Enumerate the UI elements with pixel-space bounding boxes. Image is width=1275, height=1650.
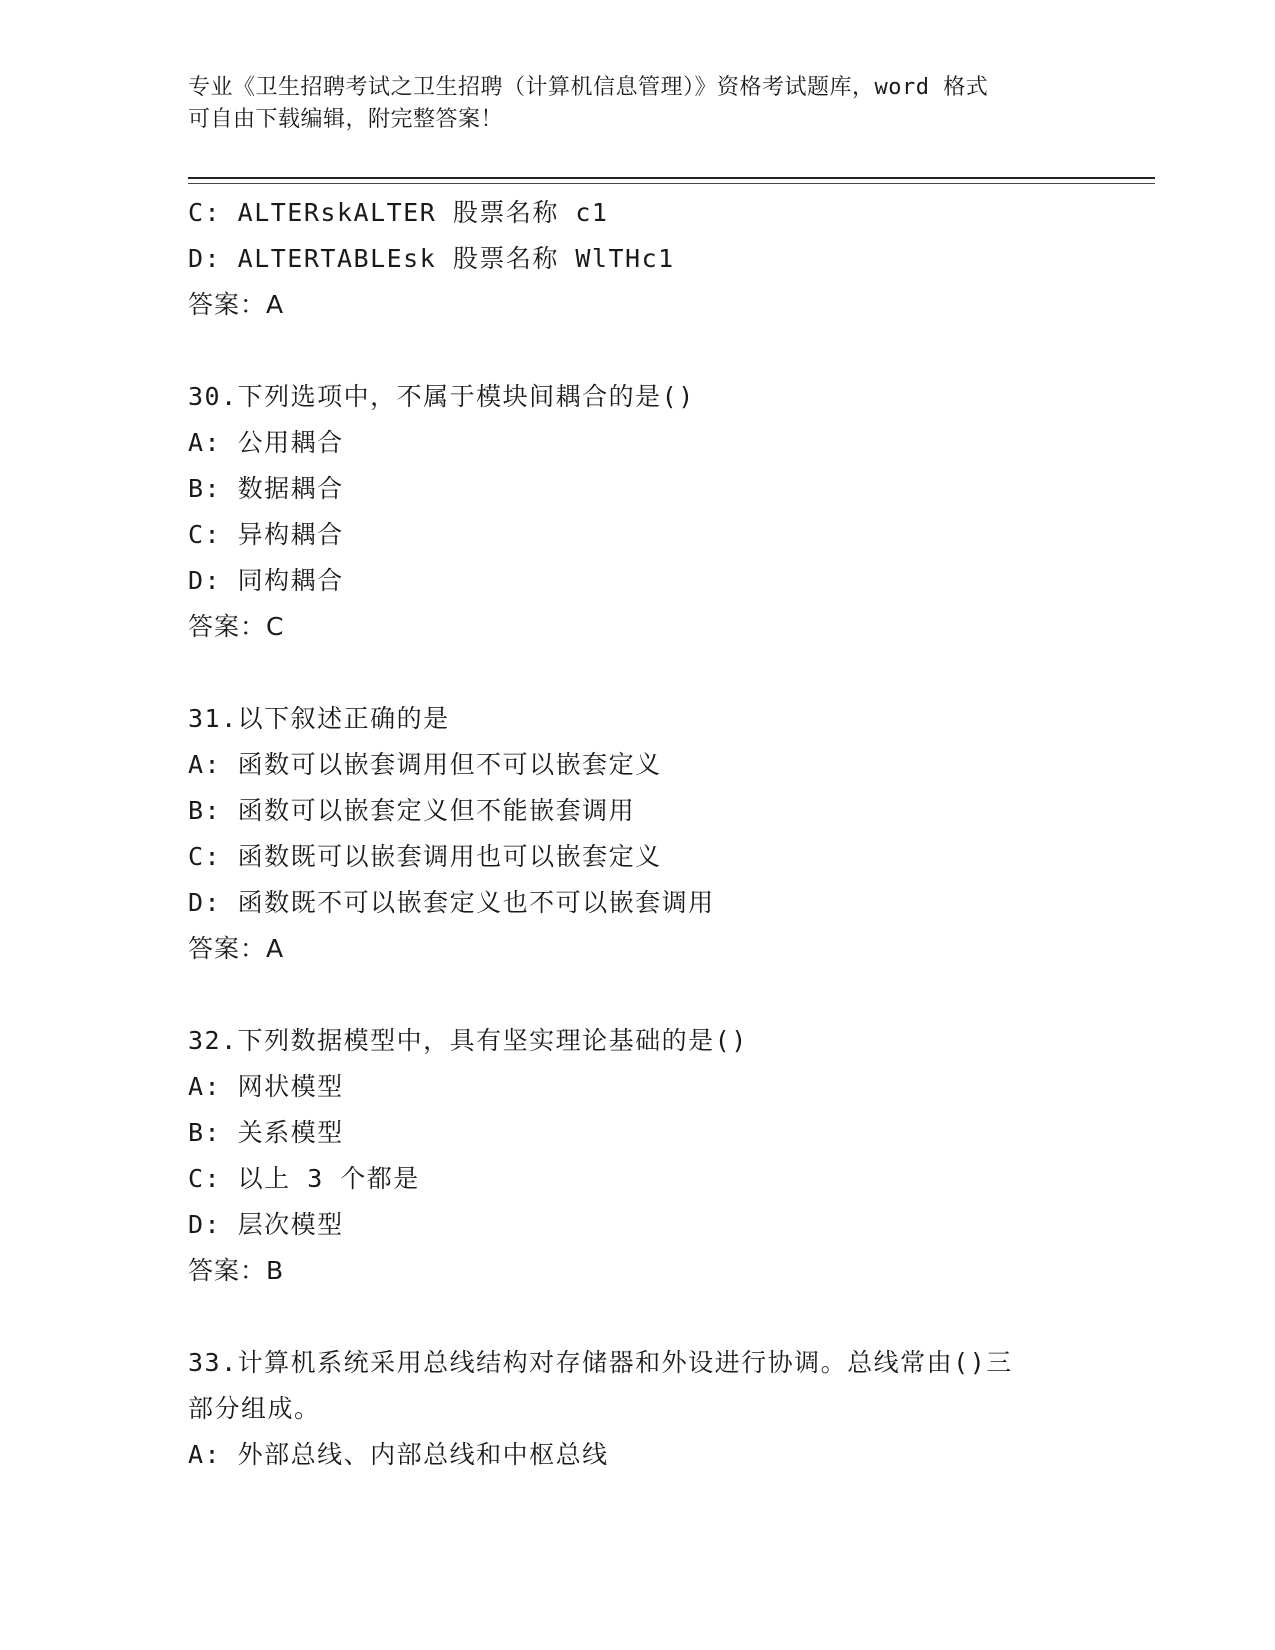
header-line-1: 专业《卫生招聘考试之卫生招聘（计算机信息管理）》资格考试题库，word 格式	[188, 75, 989, 100]
question-stem-line-2: 部分组成。	[188, 1394, 321, 1423]
answer: 答案：C	[188, 612, 285, 641]
option-d: D: 同构耦合	[188, 566, 344, 595]
option-b: B: 关系模型	[188, 1118, 344, 1147]
answer: 答案：B	[188, 1256, 285, 1285]
option-c: C: 函数既可以嵌套调用也可以嵌套定义	[188, 842, 662, 871]
spacer	[188, 1294, 1128, 1340]
header-line-2: 可自由下载编辑，附完整答案！	[188, 107, 504, 132]
document-header	[188, 72, 1088, 136]
option-d: D: 层次模型	[188, 1210, 344, 1239]
option-d: D: ALTERTABLEsk 股票名称 WlTHc1	[188, 244, 675, 273]
option-b: B: 函数可以嵌套定义但不能嵌套调用	[188, 796, 636, 825]
option-c: C: 异构耦合	[188, 520, 344, 549]
option-b: B: 数据耦合	[188, 474, 344, 503]
question-stem: 31.以下叙述正确的是	[188, 704, 450, 733]
spacer	[188, 328, 1128, 374]
question-32	[188, 1018, 1128, 1294]
option-c: C: 以上 3 个都是	[188, 1164, 420, 1193]
question-30	[188, 374, 1128, 650]
header-divider-thin	[188, 183, 1155, 184]
option-a: A: 外部总线、内部总线和中枢总线	[188, 1440, 609, 1469]
answer: 答案：A	[188, 934, 285, 963]
option-a: A: 网状模型	[188, 1072, 344, 1101]
option-c: C: ALTERskALTER 股票名称 c1	[188, 198, 609, 227]
spacer	[188, 972, 1128, 1018]
question-list	[188, 190, 1128, 1478]
question-stem-line-1: 33.计算机系统采用总线结构对存储器和外设进行协调。总线常由()三	[188, 1348, 1013, 1377]
option-a: A: 公用耦合	[188, 428, 344, 457]
header-divider-thick	[188, 177, 1155, 179]
prev-question-block	[188, 190, 1128, 328]
answer: 答案：A	[188, 290, 285, 319]
spacer	[188, 650, 1128, 696]
question-33	[188, 1340, 1128, 1478]
option-a: A: 函数可以嵌套调用但不可以嵌套定义	[188, 750, 662, 779]
question-31	[188, 696, 1128, 972]
option-d: D: 函数既不可以嵌套定义也不可以嵌套调用	[188, 888, 715, 917]
question-stem: 32.下列数据模型中，具有坚实理论基础的是()	[188, 1026, 748, 1055]
question-stem: 30.下列选项中，不属于模块间耦合的是()	[188, 382, 695, 411]
